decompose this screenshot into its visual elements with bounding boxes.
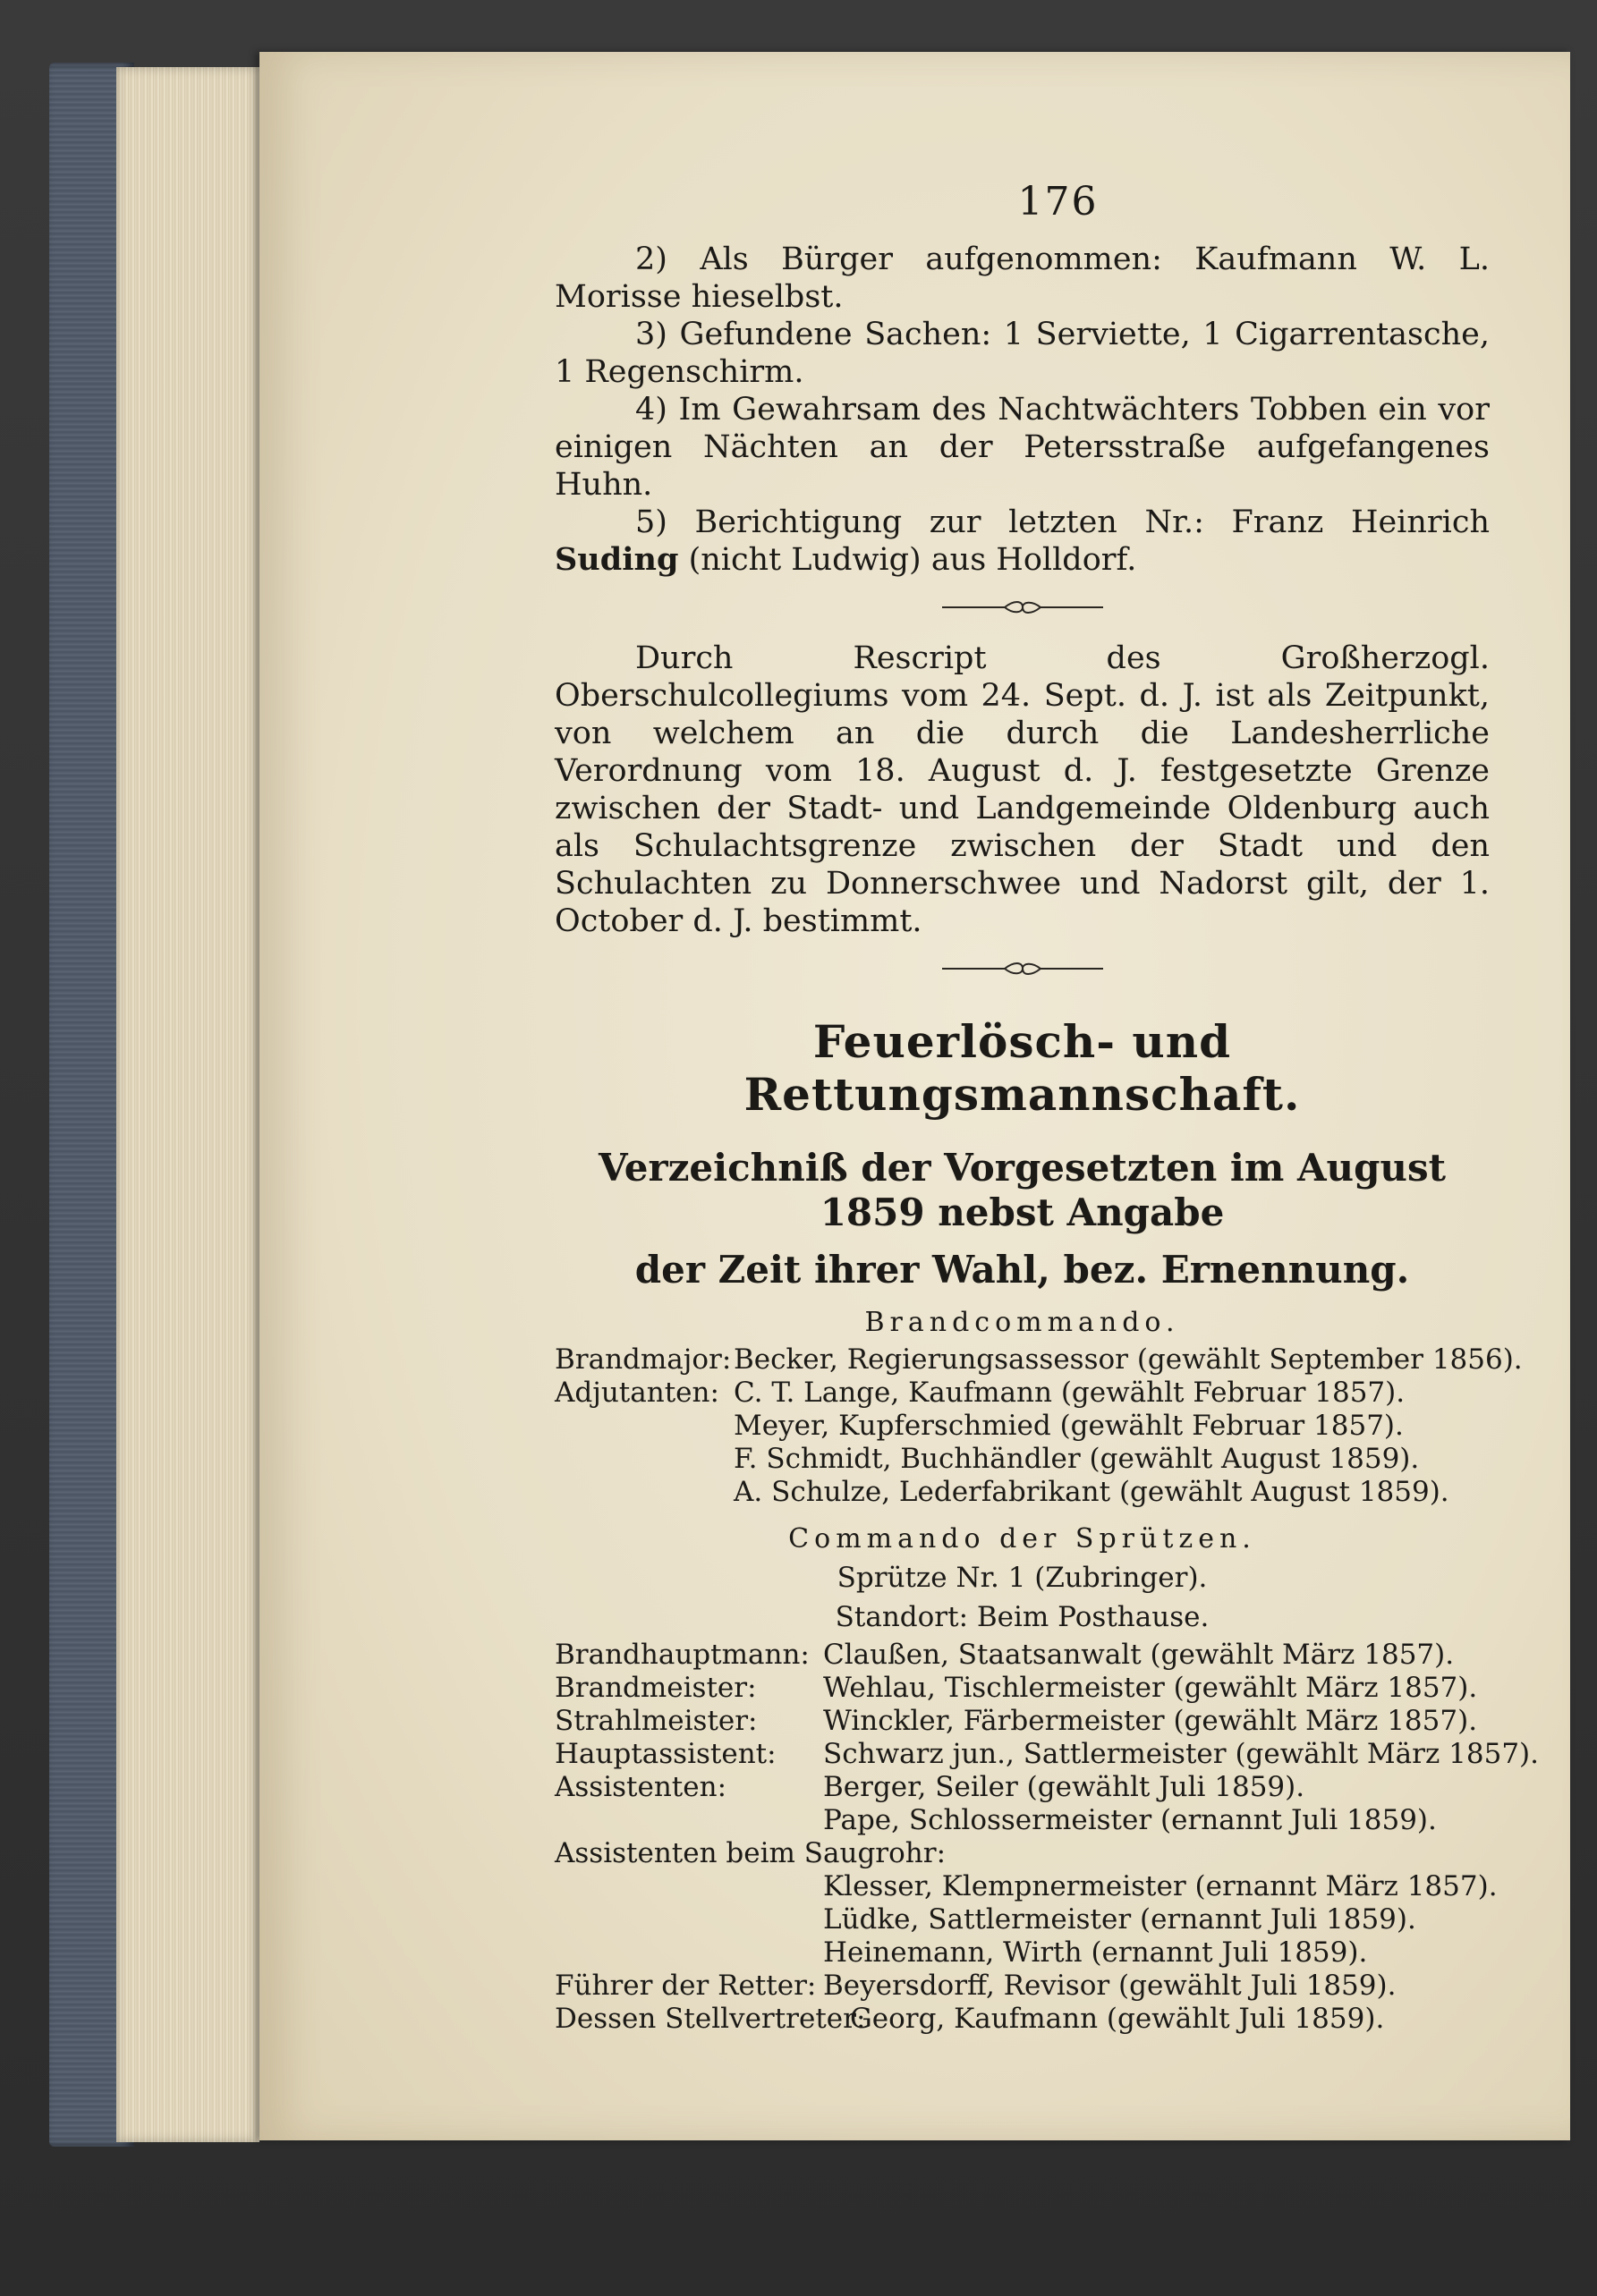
person-entry: Beyersdorff, Revisor (gewählt Juli 1859). [823,1970,1397,2002]
list-item [555,1410,1490,1443]
role-label [555,1870,823,1903]
role-label [555,1903,823,1936]
list-item [555,1672,1490,1705]
person-entry: Becker, Regierungsassessor (gewählt September 1856). [734,1343,1523,1376]
role-label [555,1804,823,1837]
person-entry: A. Schulze, Lederfabrikant (gewählt August 1859). [734,1476,1449,1508]
list-item [555,2003,1490,2036]
list-item [555,1903,1490,1936]
item-text: Berichtigung zur letzten Nr.: Franz Heinrich [694,504,1490,540]
list-item [555,1837,1490,1870]
brandcommando-list [555,1343,1523,1509]
role-label [555,1443,734,1476]
person-entry: Meyer, Kupferschmied (gewählt Februar 1857). [734,1410,1404,1442]
person-entry: Georg, Kaufmann (gewählt Juli 1859). [850,2003,1385,2035]
person-entry: C. T. Lange, Kaufmann (gewählt Februar 1857). [734,1377,1406,1409]
role-label: Führer der Retter: [555,1970,817,2002]
role-label [555,1410,734,1443]
page-edges [116,67,259,2142]
list-item [555,1936,1490,1970]
item-text: Gefundene Sachen: 1 Serviette, 1 Cigarrentasche, 1 Regenschirm. [555,317,1490,390]
person-entry: Pape, Schlossermeister (ernannt Juli 1859). [823,1804,1437,1836]
person-entry: Klesser, Klempnermeister (ernannt März 1857). [823,1870,1498,1902]
list-item [555,1804,1490,1837]
role-label: Brandmajor: [555,1343,732,1376]
role-label [555,1936,823,1970]
spruetzen-list [555,1639,1540,2036]
role-label [555,1476,734,1509]
role-label: Adjutanten: [555,1377,719,1409]
item-text: Als Bürger aufgenommen: Kaufmann W. L. Morisse hieselbst. [555,241,1490,315]
list-item [555,1705,1490,1738]
item-bold-name: Suding [555,541,679,578]
page-content [555,179,1540,2036]
item-number: 4) [635,392,667,428]
brandcommando-title: Brandcommando. [864,1307,1180,1338]
person-entry: Winckler, Färbermeister (gewählt März 1857). [823,1705,1478,1737]
person-entry: Lüdke, Sattlermeister (ernannt Juli 1859). [823,1903,1416,1936]
role-label: Assistenten beim Saugrohr: [555,1837,947,1869]
item-tail: (nicht Ludwig) aus Holldorf. [688,542,1137,578]
list-item [555,1870,1498,1903]
item-text: Im Gewahrsam des Nachtwächters Tobben ein vor einigen Nächten an der Petersstraße aufgefangenes Huhn. [555,392,1490,503]
item-number: 3) [635,317,667,352]
list-item [555,1476,1490,1509]
person-entry: Claußen, Staatsanwalt (gewählt März 1857). [823,1639,1455,1671]
person-entry: F. Schmidt, Buchhändler (gewählt August 1859). [734,1443,1420,1475]
rescript-paragraph: Durch Rescript des Großherzogl. Oberschulcollegiums vom 24. Sept. d. J. ist als Zeitpunkt, von welchem an die durch die Landesherrliche Verordnung vom 18. August d. J. festgesetzte Grenze zwischen der Stadt- und Landgemeinde Oldenburg auch als Schulachtsgrenze zwischen der Stadt und den Schulachten zu Donnerschwee und Nadorst gilt, der 1. October d. J. bestimmt. [555,640,1490,939]
person-entry: Wehlau, Tischlermeister (gewählt März 1857). [823,1672,1478,1704]
spruetzen-title: Commando der Sprützen. [788,1523,1256,1555]
notice-item-3 [555,316,1490,391]
section-heading: Feuerlösch- und Rettungsmannschaft. [743,1015,1301,1121]
person-entry: Berger, Seiler (gewählt Juli 1859). [823,1771,1305,1803]
person-entry: Heinemann, Wirth (ernannt Juli 1859). [823,1936,1368,1969]
ornament-divider-icon [555,600,1490,618]
section-subheading-line-1: Verzeichniß der Vorgesetzten im August 1859 nebst Angabe [598,1146,1447,1234]
list-item [555,1771,1490,1804]
person-entry [946,1837,1490,1870]
ornament-divider-icon [555,962,1490,979]
role-label: Brandhauptmann: [555,1639,810,1671]
list-item [555,1738,1540,1771]
spruetze-location: Standort: Beim Posthause. [835,1601,1210,1633]
role-label: Dessen Stellvertreter: [555,2003,866,2035]
notice-item-4 [555,391,1490,504]
list-item [555,1343,1523,1377]
person-entry: Schwarz jun., Sattlermeister (gewählt März 1857). [823,1738,1540,1770]
list-item [555,1970,1490,2003]
role-label: Strahlmeister: [555,1705,758,1737]
notice-item-2 [555,241,1490,316]
role-label: Brandmeister: [555,1672,757,1704]
list-item [555,1639,1490,1672]
role-label: Assistenten: [555,1771,727,1803]
role-label: Hauptassistent: [555,1738,777,1770]
notice-item-5 [555,504,1490,579]
page-number: 176 [1017,179,1099,225]
list-item [555,1377,1490,1410]
spruetze-number: Sprütze Nr. 1 (Zubringer). [837,1562,1208,1594]
item-number: 2) [635,241,667,277]
section-subheading-line-2: der Zeit ihrer Wahl, bez. Ernennung. [634,1248,1410,1292]
item-number: 5) [635,504,667,540]
list-item [555,1443,1490,1476]
